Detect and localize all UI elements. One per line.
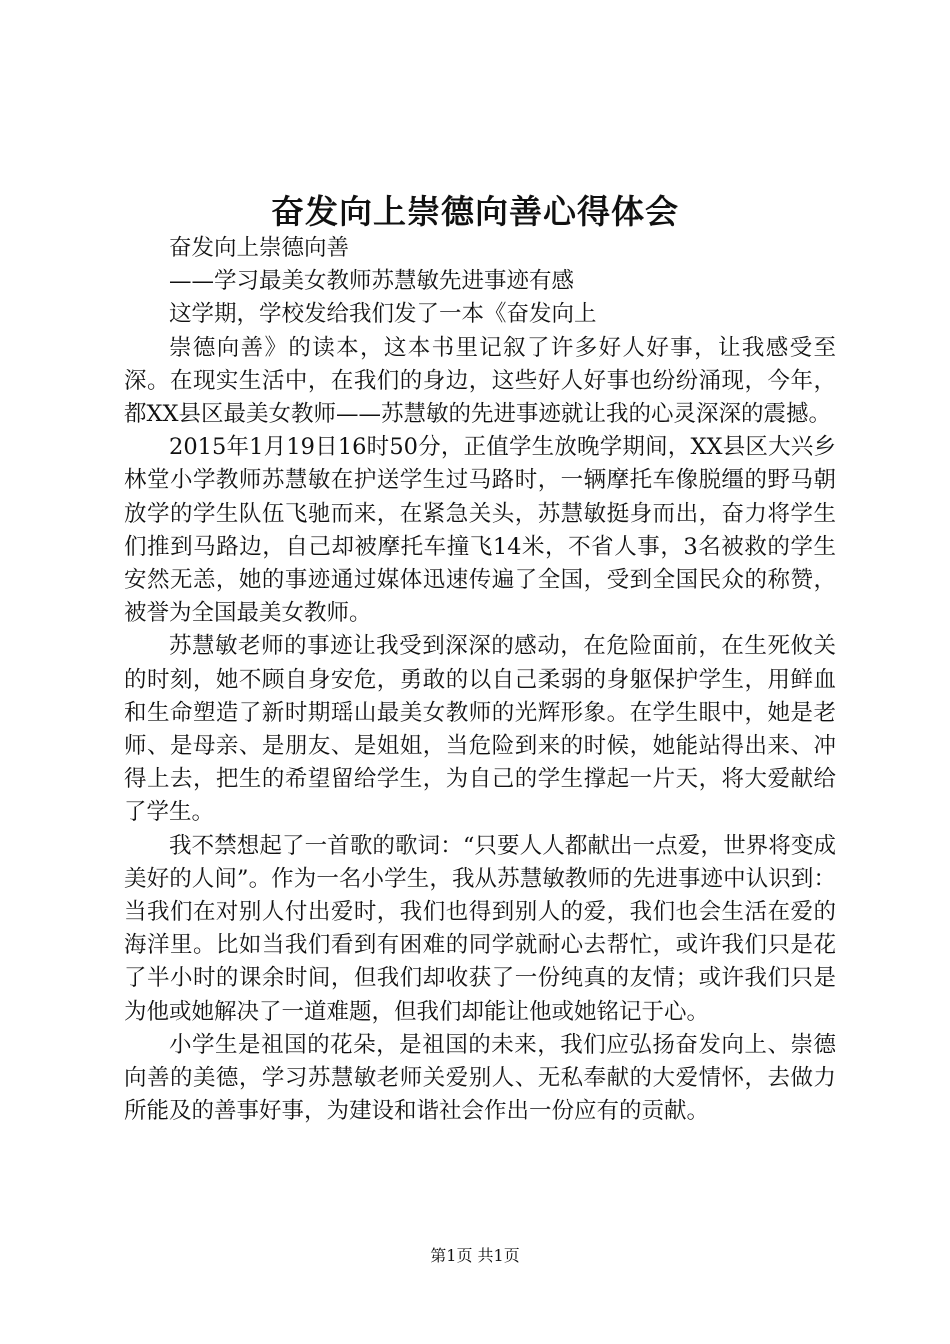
subtitle-line: ——学习最美女教师苏慧敏先进事迹有感 xyxy=(169,268,575,295)
document-title: 奋发向上崇德向善心得体会 xyxy=(271,192,679,231)
paragraph: 2015年1月19日16时50分，正值学生放晚学期间，XX县区大兴乡林堂小学教师苏慧敏在护送学生过马路时，一辆摩托车像脱缰的野马朝放学的学生队伍飞驰而来，在紧急关头，苏慧敏挺身而出，奋力将学生们推到马路边，自己却被摩托车撞飞14米，不省人事，3名被救的学生安然无恙，她的事迹通过媒体迅速传遍了全国，受到全国民众的称赞，被誉为全国最美女教师。 xyxy=(124,434,836,627)
document-body xyxy=(124,232,836,1128)
page-footer: 第1页 共1页 xyxy=(430,1246,520,1265)
paragraph: 小学生是祖国的花朵，是祖国的未来，我们应弘扬奋发向上、崇德向善的美德，学习苏慧敏老师关爱别人、无私奉献的大爱情怀，去做力所能及的善事好事，为建设和谐社会作出一份应有的贡献。 xyxy=(124,1031,836,1125)
paragraph: 这学期，学校发给我们发了一本《奋发向上 xyxy=(169,301,597,328)
paragraph: 我不禁想起了一首歌的歌词：“只要人人都献出一点爱，世界将变成美好的人间”。作为一名小学生，我从苏慧敏教师的先进事迹中认识到：当我们在对别人付出爱时，我们也得到别人的爱，我们也会生活在爱的海洋里。比如当我们看到有困难的同学就耐心去帮忙，或许我们只是花了半小时的课余时间，但我们却收获了一份纯真的友情；或许我们只是为他或她解决了一道难题，但我们却能让他或她铭记于心。 xyxy=(124,832,836,1025)
paragraph: 崇德向善》的读本，这本书里记叙了许多好人好事，让我感受至深。在现实生活中，在我们的身边，这些好人好事也纷纷涌现，今年，都XX县区最美女教师——苏慧敏的先进事迹就让我的心灵深深的震撼。 xyxy=(124,334,836,428)
paragraph: 苏慧敏老师的事迹让我受到深深的感动，在危险面前，在生死攸关的时刻，她不顾自身安危，勇敢的以自己柔弱的身躯保护学生，用鲜血和生命塑造了新时期瑶山最美女教师的光辉形象。在学生眼中，她是老师、是母亲、是朋友、是姐姐，当危险到来的时候，她能站得出来、冲得上去，把生的希望留给学生，为自己的学生撑起一片天，将大爱献给了学生。 xyxy=(124,633,836,826)
subtitle-line: 奋发向上崇德向善 xyxy=(169,235,350,261)
